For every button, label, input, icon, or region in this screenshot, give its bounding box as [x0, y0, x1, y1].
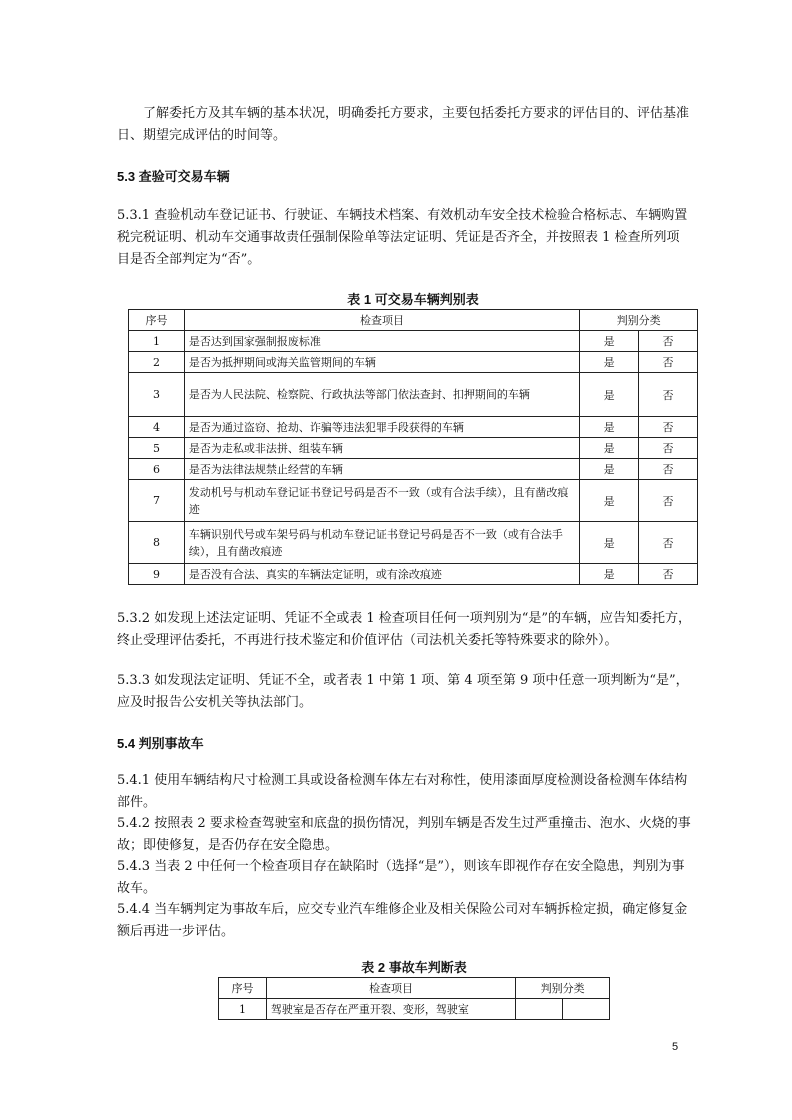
row-item: 车辆识别代号或车架号码与机动车登记证书登记号码是否不一致（或有合法手续），且有凿改痕迹 [184, 522, 579, 564]
section-5-4-heading: 5.4 判别事故车 [117, 736, 204, 751]
table-row [129, 564, 698, 585]
table2-header-row [219, 978, 610, 999]
row-yes: 是 [580, 522, 639, 564]
row-number: 7 [129, 480, 185, 522]
table2-header-item: 检查项目 [266, 978, 515, 999]
table-row [129, 373, 698, 417]
table1-header-no: 序号 [129, 310, 185, 331]
row-number: 6 [129, 459, 185, 480]
paragraph-5-3-3: 5.3.3 如发现法定证明、凭证不全，或者表 1 中第 1 项、第 4 项至第 9 项中任意一项判断为“是”，应及时报告公安机关等执法部门。 [117, 673, 689, 710]
row-number: 9 [129, 564, 185, 585]
paragraph-5-4-2: 5.4.2 按照表 2 要求检查驾驶室和底盘的损伤情况，判别车辆是否发生过严重撞击、泡水、火烧的事故；即使修复，是否仍存在安全隐患。 [117, 816, 691, 853]
row-number: 1 [219, 999, 267, 1020]
table-row [219, 999, 610, 1020]
table-row [129, 438, 698, 459]
table1-header-row [129, 310, 698, 331]
table-row [129, 459, 698, 480]
paragraph-5-3-1: 5.3.1 查验机动车登记证书、行驶证、车辆技术档案、有效机动车安全技术检验合格标志、车辆购置税完税证明、机动车交通事故责任强制保险单等法定证明、凭证是否齐全，并按照表 1 检查所列项目是否全部判定为“否”。 [117, 208, 688, 267]
row-yes: 是 [580, 459, 639, 480]
table-row [129, 480, 698, 522]
row-item: 是否为通过盗窃、抢劫、诈骗等违法犯罪手段获得的车辆 [184, 417, 579, 438]
page-number: 5 [672, 1041, 679, 1053]
row-no: 否 [639, 522, 698, 564]
table-row [129, 417, 698, 438]
row-yes: 是 [580, 417, 639, 438]
paragraph-5-4-4: 5.4.4 当车辆判定为事故车后，应交专业汽车维修企业及相关保险公司对车辆拆检定损，确定修复金额后再进一步评估。 [117, 902, 688, 939]
row-yes: 是 [580, 438, 639, 459]
row-number: 5 [129, 438, 185, 459]
row-yes: 是 [580, 331, 639, 352]
row-no: 否 [639, 352, 698, 373]
row-item: 驾驶室是否存在严重开裂、变形，驾驶室 [266, 999, 515, 1020]
table2-header-class: 判别分类 [516, 978, 610, 999]
table2-header-no: 序号 [219, 978, 267, 999]
row-item: 是否为抵押期间或海关监管期间的车辆 [184, 352, 579, 373]
row-number: 2 [129, 352, 185, 373]
row-yes: 是 [580, 564, 639, 585]
table-row [129, 352, 698, 373]
table1 [128, 309, 698, 585]
table-row [129, 331, 698, 352]
row-item: 是否为走私或非法拼、组装车辆 [184, 438, 579, 459]
row-item: 是否为法律法规禁止经营的车辆 [184, 459, 579, 480]
table1-header-class: 判别分类 [580, 310, 698, 331]
row-no: 否 [639, 480, 698, 522]
row-no [563, 999, 610, 1020]
row-number: 1 [129, 331, 185, 352]
row-no: 否 [639, 331, 698, 352]
row-no: 否 [639, 438, 698, 459]
row-item: 是否为人民法院、检察院、行政执法等部门依法查封、扣押期间的车辆 [184, 373, 579, 417]
row-item: 是否没有合法、真实的车辆法定证明，或有涂改痕迹 [184, 564, 579, 585]
paragraph-5-4-1: 5.4.1 使用车辆结构尺寸检测工具或设备检测车体左右对称性，使用漆面厚度检测设备检测车体结构部件。 [117, 773, 688, 810]
row-no: 否 [639, 417, 698, 438]
table2 [218, 977, 610, 1020]
row-yes: 是 [580, 373, 639, 417]
row-item: 是否达到国家强制报废标准 [184, 331, 579, 352]
row-yes: 是 [580, 352, 639, 373]
table1-header-item: 检查项目 [184, 310, 579, 331]
row-number: 4 [129, 417, 185, 438]
row-yes [516, 999, 563, 1020]
intro-paragraph: 了解委托方及其车辆的基本状况，明确委托方要求，主要包括委托方要求的评估目的、评估基准日、期望完成评估的时间等。 [117, 106, 690, 143]
row-no: 否 [639, 459, 698, 480]
row-number: 8 [129, 522, 185, 564]
section-5-3-heading: 5.3 查验可交易车辆 [117, 169, 230, 184]
table-row [129, 522, 698, 564]
row-no: 否 [639, 564, 698, 585]
table1-caption: 表 1 可交易车辆判别表 [347, 292, 479, 307]
paragraph-5-3-2: 5.3.2 如发现上述法定证明、凭证不全或表 1 检查项目任何一项判别为“是”的车辆，应告知委托方，终止受理评估委托，不再进行技术鉴定和价值评估（司法机关委托等特殊要求的除外）。 [117, 611, 692, 648]
paragraph-5-4-3: 5.4.3 当表 2 中任何一个检查项目存在缺陷时（选择“是”），则该车即视作存在安全隐患，判别为事故车。 [117, 859, 685, 896]
row-no: 否 [639, 373, 698, 417]
row-number: 3 [129, 373, 185, 417]
row-yes: 是 [580, 480, 639, 522]
table2-caption: 表 2 事故车判断表 [361, 960, 467, 975]
row-item: 发动机号与机动车登记证书登记号码是否不一致（或有合法手续），且有凿改痕迹 [184, 480, 579, 522]
